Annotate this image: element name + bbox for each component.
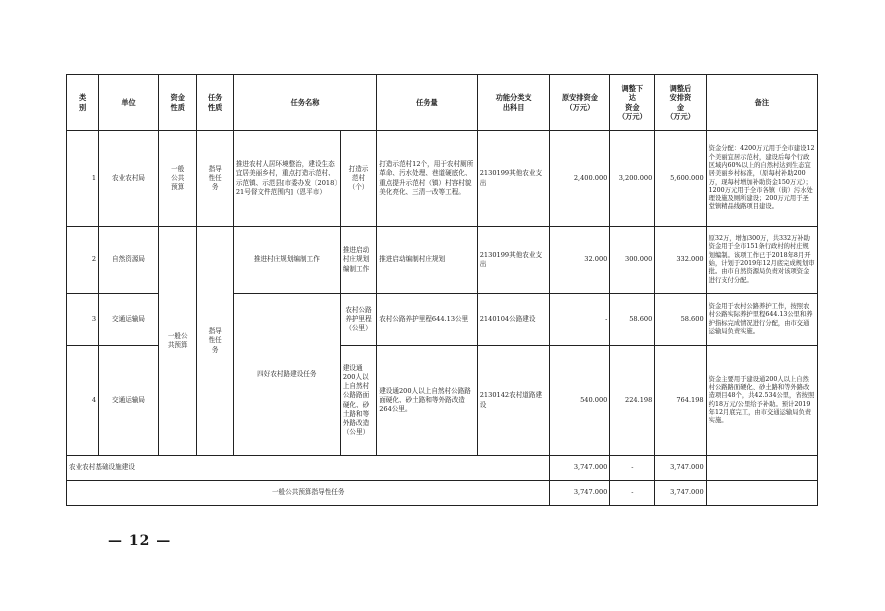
total-note — [706, 481, 817, 506]
row-task-name: 推进农村人居环境整治，建设生态宜居美丽乡村，重点打造示范村、示范镇、示范县[市委办发〔2018〕21号督文件范围内]（恩平市） — [233, 131, 340, 227]
row-quantity: 推进启动编制村庄规划 — [377, 227, 478, 294]
row-fund-type: 一般公 共预算 — [158, 227, 197, 456]
subtotal-row — [67, 456, 818, 481]
row-quantity: 打造示范村12个，用于农村厕所革命、污水处理、巷道硬底化、重点提升示范村（镇）村容村貌美化亮化、三清一改等工程。 — [377, 131, 478, 227]
row-note: 资金主要用于建设通200人以上自然村公路路面硬化、砂土路和等外路改造项目48个，共42.534公里，省按照约18万元/公里给予补助。预计2019年12月底完工，由市交通运输局负责实施。 — [706, 346, 817, 456]
row-index: 4 — [67, 346, 99, 456]
row-fund-type: 一般 公共 预算 — [158, 131, 197, 227]
row-index: 1 — [67, 131, 99, 227]
header-task-name: 任务名称 — [233, 75, 376, 131]
row-task-unit: 推进启动村庄规划编制工作 — [340, 227, 376, 294]
row-task-unit: 农村公路养护里程（公里） — [340, 294, 376, 346]
row-after-fund: 58.600 — [655, 294, 706, 346]
row-unit: 交通运输局 — [99, 294, 159, 346]
total-after-fund: 3,747.000 — [655, 481, 706, 506]
row-subject: 2130199其他农业支出 — [477, 131, 550, 227]
header-task-type: 任务 性质 — [197, 75, 233, 131]
header-subject: 功能分类支 出科目 — [477, 75, 550, 131]
row-unit: 交通运输局 — [99, 346, 159, 456]
table-row — [67, 227, 818, 294]
total-row — [67, 481, 818, 506]
row-note: 资金用于农村公路养护工作，按照农村公路实际养护里程644.13公里和养护指标完成情况进行分配，由市交通运输局负责实施。 — [706, 294, 817, 346]
total-adjusted-fund: - — [610, 481, 655, 506]
row-subject: 2130142农村道路建设 — [477, 346, 550, 456]
total-original-fund: 3,747.000 — [550, 481, 610, 506]
row-quantity: 农村公路养护里程644.13公里 — [377, 294, 478, 346]
row-after-fund: 5,600.000 — [655, 131, 706, 227]
row-note: 资金分配：4200万元用于全市建设12个美丽宜居示范村，建设后每个行政区域内60%以上的自然村达到生态宜居美丽乡村标准，（原每村补助200万，现每村增加补助资金150万元）；1200万元用于全市各镇（街）污水处理设施及厕所建设；200万元用于圣堂镇精品线路项目建设。 — [706, 131, 817, 227]
header-row — [67, 75, 818, 131]
row-after-fund: 332.000 — [655, 227, 706, 294]
row-original-fund: 540.000 — [550, 346, 610, 456]
subtotal-original-fund: 3,747.000 — [550, 456, 610, 481]
row-adjusted-fund: 3,200.000 — [610, 131, 655, 227]
row-original-fund: 32.000 — [550, 227, 610, 294]
row-original-fund: - — [550, 294, 610, 346]
row-quantity: 建设通200人以上自然村公路路面硬化、砂土路和等外路改造264公里。 — [377, 346, 478, 456]
row-subject: 2140104公路建设 — [477, 294, 550, 346]
row-adjusted-fund: 224.198 — [610, 346, 655, 456]
row-adjusted-fund: 58.600 — [610, 294, 655, 346]
row-task-unit: 建设通200人以上自然村公路路面硬化、砂土路和等外路改造（公里） — [340, 346, 376, 456]
row-subject: 2130199其他农业支出 — [477, 227, 550, 294]
allocation-table — [66, 74, 818, 506]
subtotal-adjusted-fund: - — [610, 456, 655, 481]
row-after-fund: 764.198 — [655, 346, 706, 456]
row-task-unit: 打造示 范村 （个） — [340, 131, 376, 227]
header-note: 备注 — [706, 75, 817, 131]
header-fund-type: 资金 性质 — [158, 75, 197, 131]
header-after-fund: 调整后 安排资 金 （万元） — [655, 75, 706, 131]
header-quantity: 任务量 — [377, 75, 478, 131]
total-label: 一般公共预算指导性任务 — [67, 481, 550, 506]
header-original-fund: 原安排资金 （万元） — [550, 75, 610, 131]
table-row — [67, 131, 818, 227]
subtotal-note — [706, 456, 817, 481]
row-index: 2 — [67, 227, 99, 294]
row-task-type: 指导 性任 务 — [197, 227, 233, 456]
row-task-name: 推进村庄规划编制工作 — [233, 227, 340, 294]
header-unit: 单位 — [99, 75, 159, 131]
subtotal-after-fund: 3,747.000 — [655, 456, 706, 481]
subtotal-label: 农业农村基础设施建设 — [67, 456, 550, 481]
row-task-type: 指导 性任 务 — [197, 131, 233, 227]
page-number: — 12 — — [108, 533, 172, 549]
row-original-fund: 2,400.000 — [550, 131, 610, 227]
row-unit: 农业农村局 — [99, 131, 159, 227]
row-adjusted-fund: 300.000 — [610, 227, 655, 294]
row-unit: 自然资源局 — [99, 227, 159, 294]
row-task-name: 四好农村路建设任务 — [233, 294, 340, 456]
row-note: 原32万，增加300万，共332万补助资金用于全市151条行政村的村庄规划编制。该项工作已于2018年8月开始，计划于2019年12月底完成规划审批。由市自然资源局负责对该项资金进行支付分配。 — [706, 227, 817, 294]
header-adjusted-fund: 调整下 达 资金 （万元） — [610, 75, 655, 131]
header-category: 类 别 — [67, 75, 99, 131]
row-index: 3 — [67, 294, 99, 346]
